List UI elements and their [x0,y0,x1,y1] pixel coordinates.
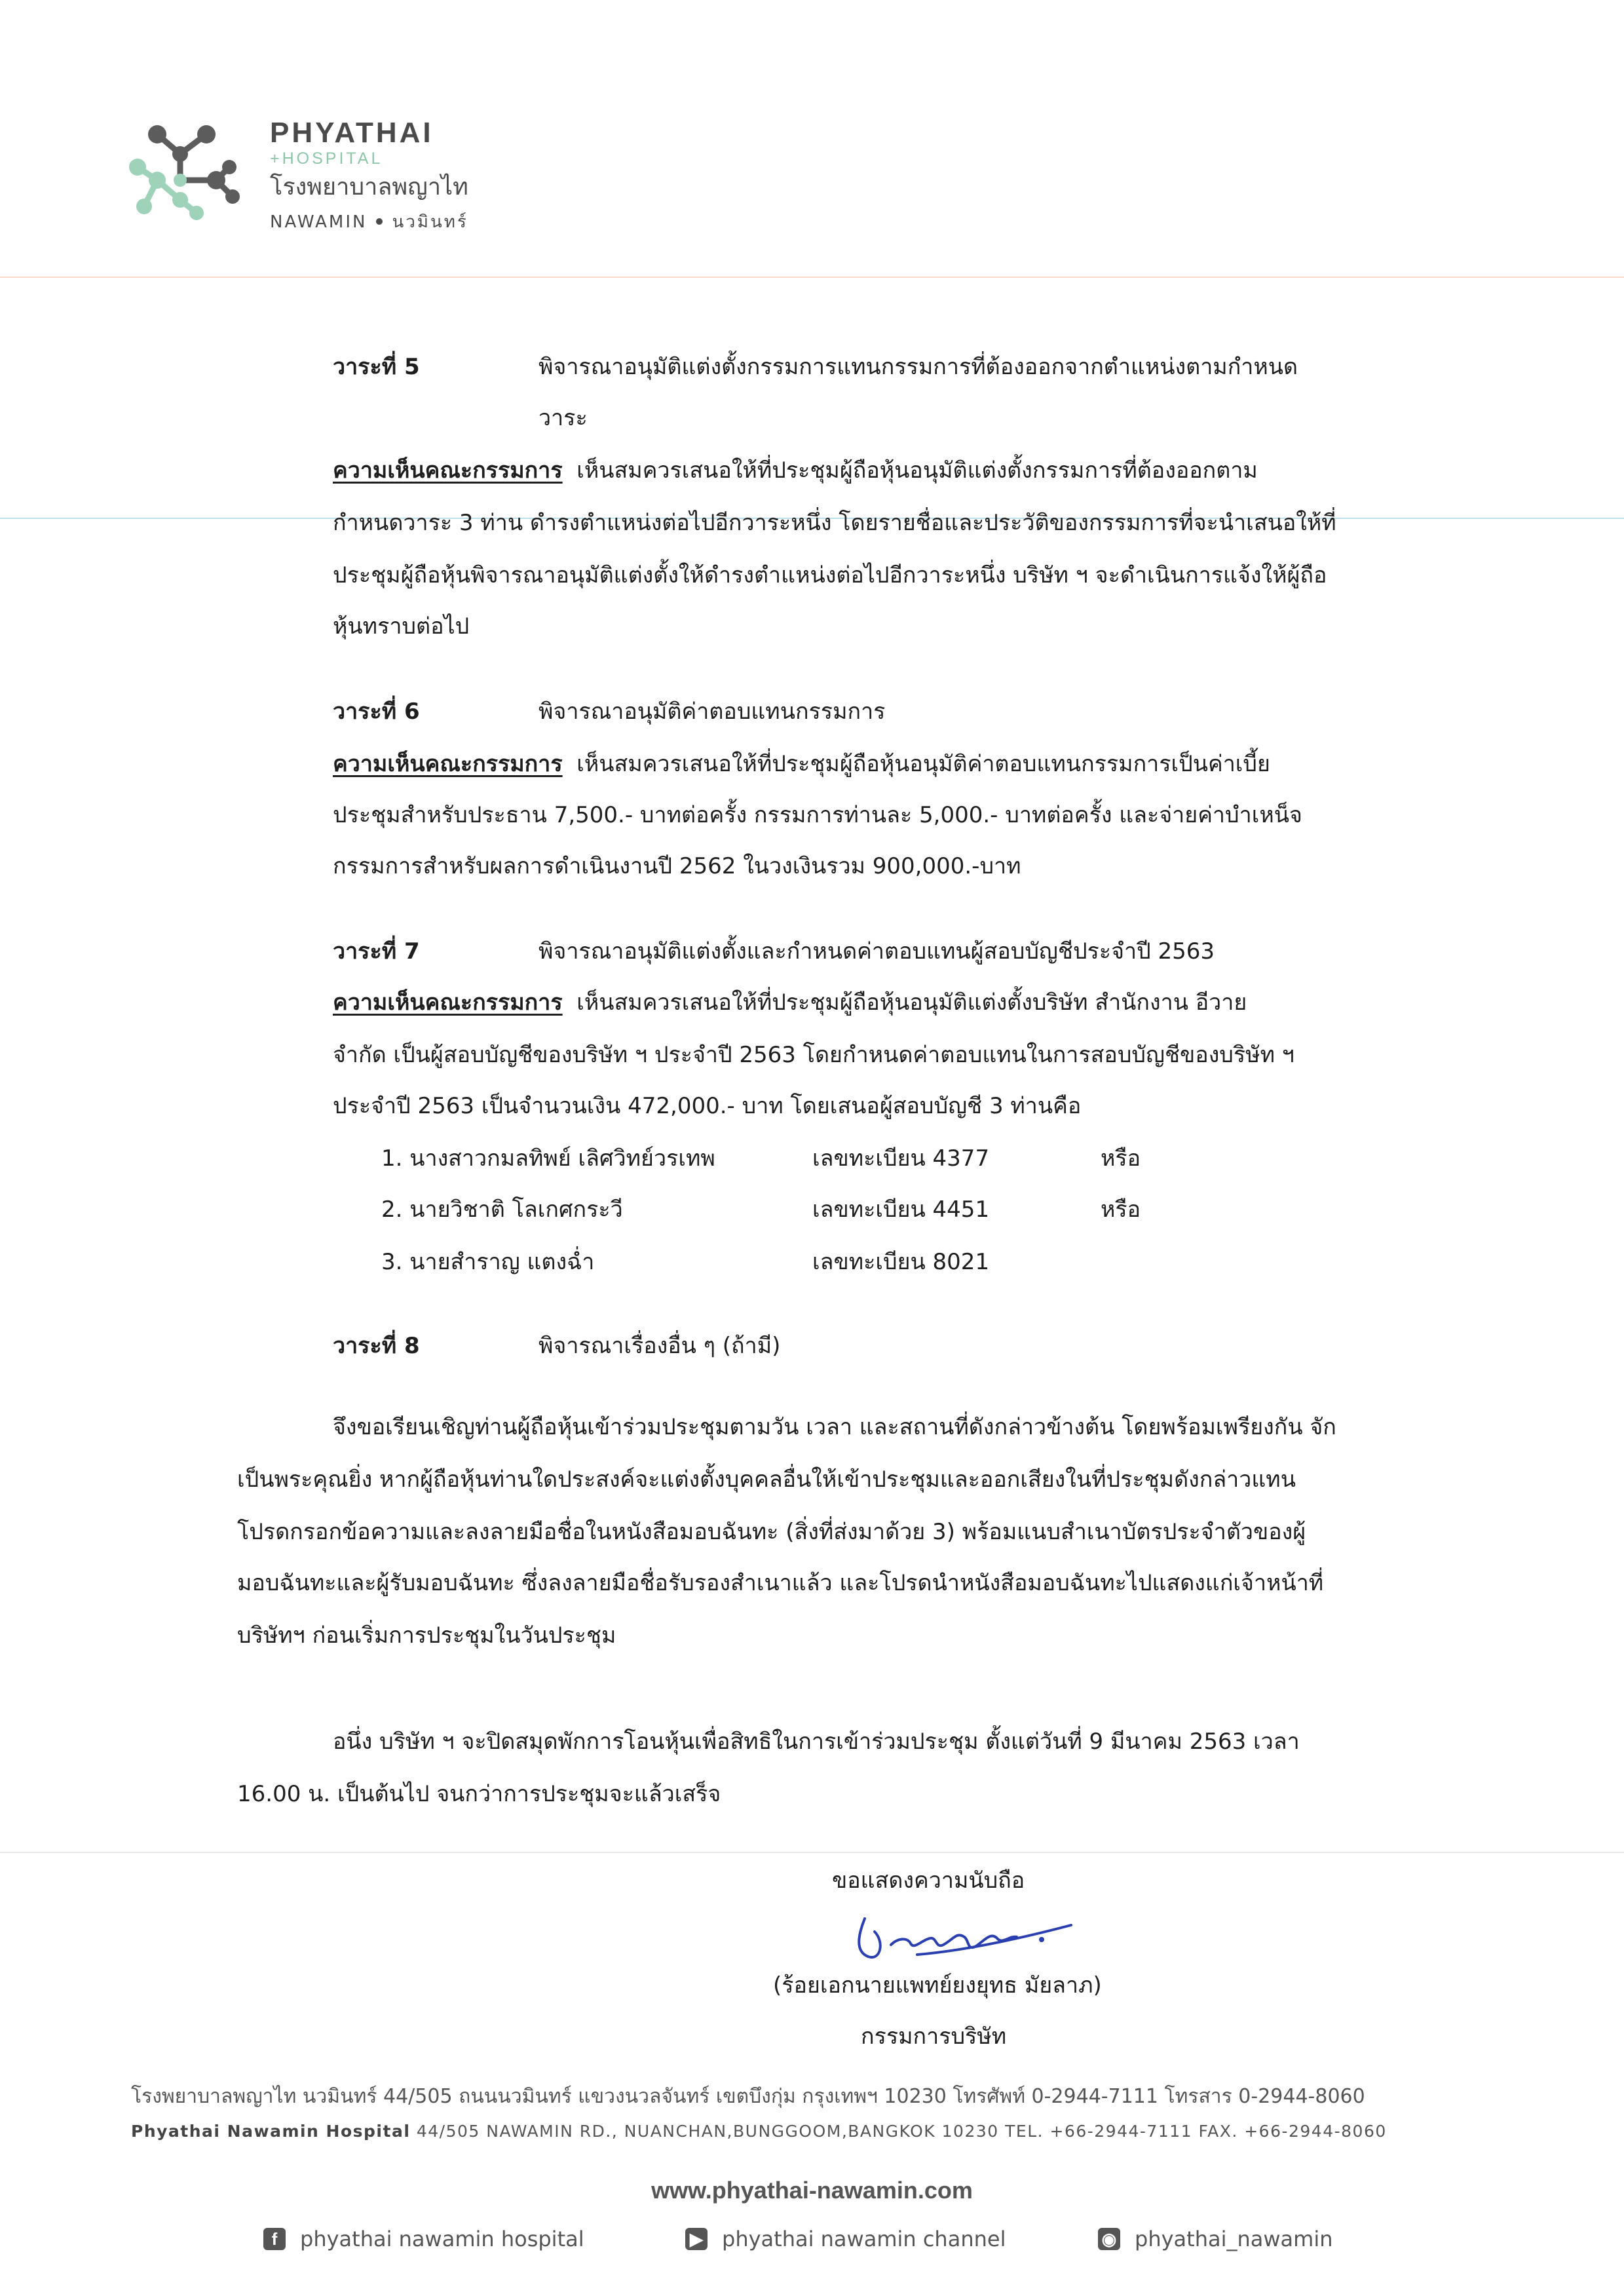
auditor-reg: เลขทะเบียน 4377 [812,1145,990,1172]
phyathai-logo-mark [118,115,249,226]
branch-label [270,208,468,235]
social-instagram[interactable] [1098,2227,1332,2251]
agenda5-line4: หุ้นทราบต่อไป [333,613,470,640]
website-link[interactable]: www.phyathai-nawamin.com [651,2177,973,2204]
agenda7-line1: เห็นสมควรเสนอให้ที่ประชุมผู้ถือหุ้นอนุมัติแต่งตั้งบริษัท สำนักงาน อีวาย [576,989,1247,1016]
social-label: phyathai nawamin hospital [300,2227,584,2251]
agenda5-label: วาระที่ 5 [333,354,420,380]
agenda8-label: วาระที่ 8 [333,1333,420,1359]
agenda7-label: วาระที่ 7 [333,938,420,965]
closing-line2: 16.00 น. เป็นต้นไป จนกว่าการประชุมจะแล้วเสร็จ [237,1781,721,1807]
separator-dot [376,218,383,225]
invite-line2: เป็นพระคุณยิ่ง หากผู้ถือหุ้นท่านใดประสงค์จะแต่งตั้งบุคคลอื่นให้เข้าประชุมและออกเสียงในที่ประชุมดังกล่าวแทน [237,1466,1296,1493]
brand-thai-name: โรงพยาบาลพญาไท [270,174,468,201]
instagram-icon: ◉ [1098,2228,1120,2250]
agenda5-line1: เห็นสมควรเสนอให้ที่ประชุมผู้ถือหุ้นอนุมัติแต่งตั้งกรรมการที่ต้องออกตาม [576,457,1258,484]
agenda7-opinion [333,991,1247,1014]
invite-line3: โปรดกรอกข้อความและลงลายมือชื่อในหนังสือมอบฉันทะ (สิ่งที่ส่งมาด้วย 3) พร้อมแนบสำเนาบัตรประจำตัวของผู้ [237,1519,1306,1545]
agenda5-title: พิจารณาอนุมัติแต่งตั้งกรรมการแทนกรรมการที่ต้องออกจากตำแหน่งตามกำหนด [538,354,1298,380]
agenda6-line3: กรรมการสำหรับผลการดำเนินงานปี 2562 ในวงเงินรวม 900,000.-บาท [333,853,1021,879]
header-divider [0,277,1624,278]
agenda8-title: พิจารณาเรื่องอื่น ๆ (ถ้ามี) [538,1333,781,1359]
agenda7-line2: จำกัด เป็นผู้สอบบัญชีของบริษัท ฯ ประจำปี 2563 โดยกำหนดค่าตอบแทนในการสอบบัญชีของบริษัท ฯ [333,1042,1294,1068]
handwritten-signature [845,1905,1081,1968]
agenda5-opinion [333,459,1258,482]
footer-address-thai: โรงพยาบาลพญาไท นวมินทร์ 44/505 ถนนนวมินทร์ แขวงนวลจันทร์ เขตบึงกุ่ม กรุงเทพฯ 10230 โทรศัพท์ 0-2944-7111 โทรสาร 0-2944-8060 [131,2085,1365,2108]
agenda5-title-cont: วาระ [538,405,588,431]
agenda6-opinion [333,752,1270,776]
footer-hospital-en: Phyathai Nawamin Hospital [131,2122,411,2141]
branch-th: นวมินทร์ [392,212,468,232]
social-label: phyathai nawamin channel [722,2227,1006,2251]
youtube-icon: ▶ [685,2228,708,2250]
invite-line1: จึงขอเรียนเชิญท่านผู้ถือหุ้นเข้าร่วมประชุมตามวัน เวลา และสถานที่ดังกล่าวข้างต้น โดยพร้อมเพรียงกัน จัก [333,1414,1336,1440]
auditor-name: 2. นายวิชาติ โลเกศกระวี [381,1196,623,1223]
body-divider [0,1852,1624,1853]
opinion-label: ความเห็นคณะกรรมการ [333,457,563,484]
auditor-name: 1. นางสาวกมลทิพย์ เลิศวิทย์วรเทพ [381,1145,715,1172]
opinion-label: ความเห็นคณะกรรมการ [333,989,563,1016]
agenda6-title: พิจารณาอนุมัติค่าตอบแทนกรรมการ [538,698,886,725]
auditor-reg: เลขทะเบียน 8021 [812,1249,990,1275]
agenda5-line2: กำหนดวาระ 3 ท่าน ดำรงตำแหน่งต่อไปอีกวาระหนึ่ง โดยรายชื่อและประวัติของกรรมการที่จะนำเสนอให้ที่ [333,510,1336,536]
agenda6-line2: ประชุมสำหรับประธาน 7,500.- บาทต่อครั้ง กรรมการท่านละ 5,000.- บาทต่อครั้ง และจ่ายค่าบำเหน็จ [333,802,1302,828]
social-youtube[interactable] [685,2227,1006,2251]
footer-address-en-text: 44/505 NAWAMIN RD., NUANCHAN,BUNGGOOM,BANGKOK 10230 TEL. +66-2944-7111 FAX. +66-2944-8060 [416,2122,1387,2141]
footer-address-en [131,2122,1387,2141]
social-label: phyathai_nawamin [1135,2227,1333,2251]
agenda7-title: พิจารณาอนุมัติแต่งตั้งและกำหนดค่าตอบแทนผู้สอบบัญชีประจำปี 2563 [538,938,1215,965]
facebook-icon: f [263,2228,286,2250]
social-facebook[interactable] [263,2227,584,2251]
closing-line1: อนึ่ง บริษัท ฯ จะปิดสมุดพักการโอนหุ้นเพื่อสิทธิในการเข้าร่วมประชุม ตั้งแต่วันที่ 9 มีนาคม 2563 เวลา [333,1729,1300,1755]
invite-line5: บริษัทฯ ก่อนเริ่มการประชุมในวันประชุม [237,1622,616,1649]
agenda6-line1: เห็นสมควรเสนอให้ที่ประชุมผู้ถือหุ้นอนุมัติค่าตอบแทนกรรมการเป็นค่าเบี้ย [576,751,1270,777]
branch-en: NAWAMIN [270,212,368,232]
auditor-sep: หรือ [1101,1196,1141,1223]
auditor-name: 3. นายสำราญ แตงฉ่ำ [381,1249,595,1275]
signer-name: (ร้อยเอกนายแพทย์ยงยุทธ มัยลาภ) [773,1972,1102,1999]
invite-line4: มอบฉันทะและผู้รับมอบฉันทะ ซึ่งลงลายมือชื่อรับรองสำเนาแล้ว และโปรดนำหนังสือมอบฉันทะไปแสดงแก่เจ้าหน้าที่ [237,1570,1324,1596]
brand-subtitle: +HOSPITAL [270,149,383,168]
auditor-sep: หรือ [1101,1145,1141,1172]
agenda5-line3: ประชุมผู้ถือหุ้นพิจารณาอนุมัติแต่งตั้งให้ดำรงตำแหน่งต่อไปอีกวาระหนึ่ง บริษัท ฯ จะดำเนินการแจ้งให้ผู้ถือ [333,562,1327,588]
regards-text: ขอแสดงความนับถือ [832,1867,1025,1894]
signer-position: กรรมการบริษัท [861,2023,1007,2050]
brand-name: PHYATHAI [270,117,434,149]
agenda6-label: วาระที่ 6 [333,698,420,725]
agenda7-line3: ประจำปี 2563 เป็นจำนวนเงิน 472,000.- บาท โดยเสนอผู้สอบบัญชี 3 ท่านคือ [333,1093,1082,1119]
auditor-reg: เลขทะเบียน 4451 [812,1196,990,1223]
opinion-label: ความเห็นคณะกรรมการ [333,751,563,777]
